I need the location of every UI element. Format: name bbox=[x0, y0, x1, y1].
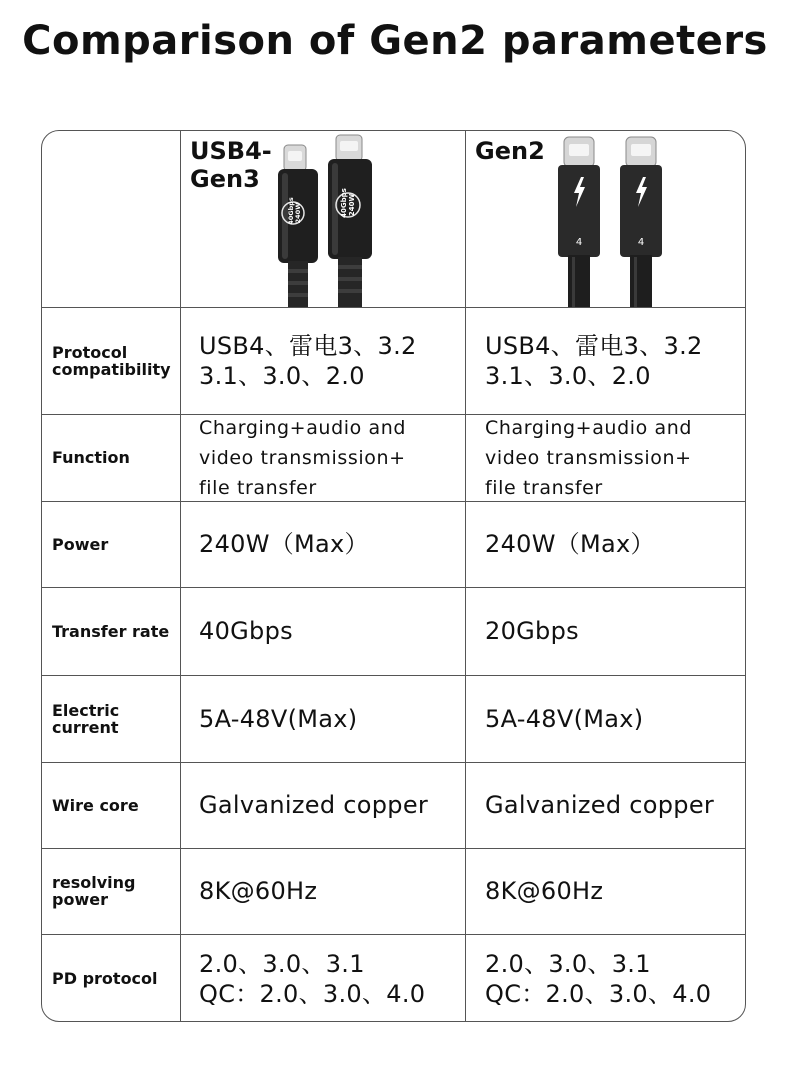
column-header-usb4-gen3: USB4- Gen3 bbox=[190, 137, 272, 193]
gen2-cable-badge: 4 bbox=[575, 237, 583, 248]
cell-gen2-pd-protocol: 2.0、3.0、3.1 QC：2.0、3.0、4.0 bbox=[485, 949, 712, 1008]
column-divider bbox=[180, 131, 181, 1021]
usb4-gen3-cable-image bbox=[268, 131, 384, 307]
cell-gen2-electric-current: 5A-48V(Max) bbox=[485, 704, 644, 733]
svg-text:40Gbps: 40Gbps bbox=[340, 188, 348, 218]
cell-usb4-function: Charging+audio and video transmission+ file transfer bbox=[199, 416, 407, 499]
gen2-cable-image bbox=[550, 135, 670, 307]
cell-gen2-resolving-power: 8K@60Hz bbox=[485, 877, 604, 905]
page-title: Comparison of Gen2 parameters bbox=[22, 18, 768, 64]
row-label-function: Function bbox=[52, 448, 130, 467]
row-label-protocol-compatibility: Protocol compatibility bbox=[52, 342, 171, 379]
cell-gen2-wire-core: Galvanized copper bbox=[485, 791, 715, 819]
usb4-gen3-cable-badge: 40Gbps bbox=[287, 197, 295, 225]
cell-usb4-pd-protocol: 2.0、3.0、3.1 QC：2.0、3.0、4.0 bbox=[199, 949, 426, 1008]
row-label-pd-protocol: PD protocol bbox=[52, 969, 158, 988]
cell-usb4-resolving-power: 8K@60Hz bbox=[199, 877, 318, 905]
column-header-gen2: Gen2 bbox=[475, 137, 545, 165]
comparison-table bbox=[41, 130, 746, 1022]
column-divider bbox=[465, 131, 466, 1021]
cell-gen2-function: Charging+audio and video transmission+ file transfer bbox=[485, 416, 693, 499]
row-label-electric-current: Electric current bbox=[52, 700, 120, 737]
row-label-power: Power bbox=[52, 534, 109, 554]
svg-text:240W: 240W bbox=[294, 202, 302, 224]
cell-usb4-electric-current: 5A-48V(Max) bbox=[199, 704, 358, 733]
cell-gen2-transfer-rate: 20Gbps bbox=[485, 617, 579, 645]
cell-usb4-wire-core: Galvanized copper bbox=[199, 791, 429, 819]
row-label-wire-core: Wire core bbox=[52, 795, 139, 815]
cell-usb4-transfer-rate: 40Gbps bbox=[199, 617, 293, 645]
svg-text:4: 4 bbox=[637, 237, 645, 248]
row-label-resolving-power: resolving power bbox=[52, 873, 136, 909]
svg-text:240W: 240W bbox=[348, 193, 356, 217]
row-label-transfer-rate: Transfer rate bbox=[52, 621, 170, 641]
cell-gen2-protocol: USB4、雷电3、3.2 3.1、3.0、2.0 bbox=[485, 331, 703, 390]
cell-gen2-power: 240W（Max） bbox=[485, 530, 655, 558]
cell-usb4-power: 240W（Max） bbox=[199, 530, 369, 558]
cell-usb4-protocol: USB4、雷电3、3.2 3.1、3.0、2.0 bbox=[199, 331, 417, 390]
